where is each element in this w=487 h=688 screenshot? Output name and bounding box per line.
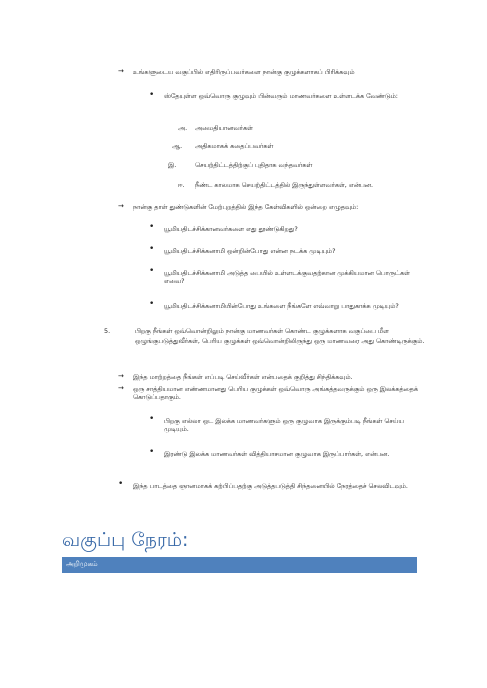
- instruction-line: உங்களுடைய வகுப்பில் எதிரிருப்பவர்களை நான்கு குழுக்களாகப் பிரிக்கவும்: [133, 68, 355, 76]
- list-number: 5.: [104, 327, 111, 335]
- section-bar: [62, 557, 417, 573]
- bullet-icon: •: [149, 90, 155, 100]
- numbered-paragraph: பிறகு நீங்கள் ஒவ்வொன்றிலும் நான்கு மாணவர்கள் கொண்ட குழுக்களாக வகுப்பை மீள ஒழுங்குபடுத்துவீர்கள், பெரிய குழுக்கள் ஒவ்வொன்றிலிருந்து ஒரு மாணவரை அது கொண்டிருக்கும்.: [135, 327, 425, 345]
- bullet-icon: •: [149, 414, 155, 424]
- arrow-icon: →: [118, 202, 124, 210]
- bullet-text: இரண்டு இலக்க மாணவர்கள் வித்தியாசமான குழுவாக இருப்பார்கள், என்பன.: [164, 450, 390, 458]
- bullet-icon: •: [149, 266, 155, 276]
- sub-item: அமைதியானவர்கள்: [195, 124, 253, 132]
- question-item: யூமியதிடச்சிக்கானவர்களை எது தூண்டுகிறது?: [164, 225, 298, 233]
- list-marker: இ.: [168, 161, 177, 169]
- sub-item: அதிகமாகக் கதைப்பவர்கள்: [195, 142, 274, 150]
- bullet-icon: •: [118, 479, 124, 489]
- arrow-icon: →: [118, 384, 124, 392]
- arrow-icon: →: [118, 372, 124, 380]
- list-marker: அ.: [178, 124, 188, 132]
- arrow-icon: →: [118, 67, 124, 75]
- instruction-line: இந்த மாற்றத்தை நீங்கள் எப்படி செய்வீர்கள் என்பதைக் குறித்து சிந்திக்கவும்.: [133, 373, 353, 381]
- section-bar-label: அறிமுகம்: [66, 560, 98, 568]
- instruction-line: நான்கு தாள் துண்டுகளின் மேற்புறத்தில் இந்த கேள்விகளில் ஒன்றை எழுதவும்:: [133, 203, 359, 211]
- bullet-text: ஸ்தேயுள்ள ஒவ்வொரு குழுவும் பின்வரும் மாணவர்களை உள்ளடக்க வேண்டும்:: [164, 92, 398, 100]
- bullet-icon: •: [149, 244, 155, 254]
- bullet-icon: •: [149, 299, 155, 309]
- bullet-icon: •: [149, 447, 155, 457]
- list-marker: ஆ.: [172, 142, 183, 150]
- bullet-text: இந்த பாடத்தை ஞானமாகக் கற்பிப்பதற்கு அடுத்தபடுத்தி சிந்தனையில் நேரத்தைச் செலவிடவும்.: [133, 482, 408, 490]
- bullet-text: பிறகு எல்லா ஒட இலக்க மாணவர்களும் ஒரு குழுவாக இருக்கும்படி நீங்கள் செய்ய முடியும்.: [164, 417, 404, 433]
- question-item: யூமியதிடச்சிக்கனாமியின்போது உங்களை நீங்களே எவ்வாறு பாதுகாக்க முடியும்?: [164, 302, 399, 310]
- list-marker: ஈ.: [178, 181, 185, 189]
- sub-item: செயற்திட்டத்திற்குப் புதிதாக வந்தவர்கள்: [195, 161, 313, 169]
- instruction-line: ஒரு சாத்தியமான எண்ணமானது பெரிய குழுக்கள் ஒவ்வொரு அங்கத்தவருக்கும் ஒரு இலக்கத்தைக் கொடுப்பதாகும்.: [133, 385, 418, 401]
- question-item: யூமியதிடச்சிக்கனாமி ஒன்றின்போது என்ன நடக்க முடியும்?: [164, 247, 336, 255]
- sub-item: நீண்ட காலமாக செயற்திட்டத்தில் இருந்துள்ளவர்கள், என்பன.: [195, 181, 374, 189]
- section-heading: வகுப்பு நேரம்:: [62, 529, 189, 551]
- bullet-icon: •: [149, 222, 155, 232]
- question-item: யூமியதிடச்சிக்கனாமி அடுத்த பையில் உள்ளடக்குவதற்கான முக்கியமான பொருட்கள் எவை?: [164, 269, 410, 285]
